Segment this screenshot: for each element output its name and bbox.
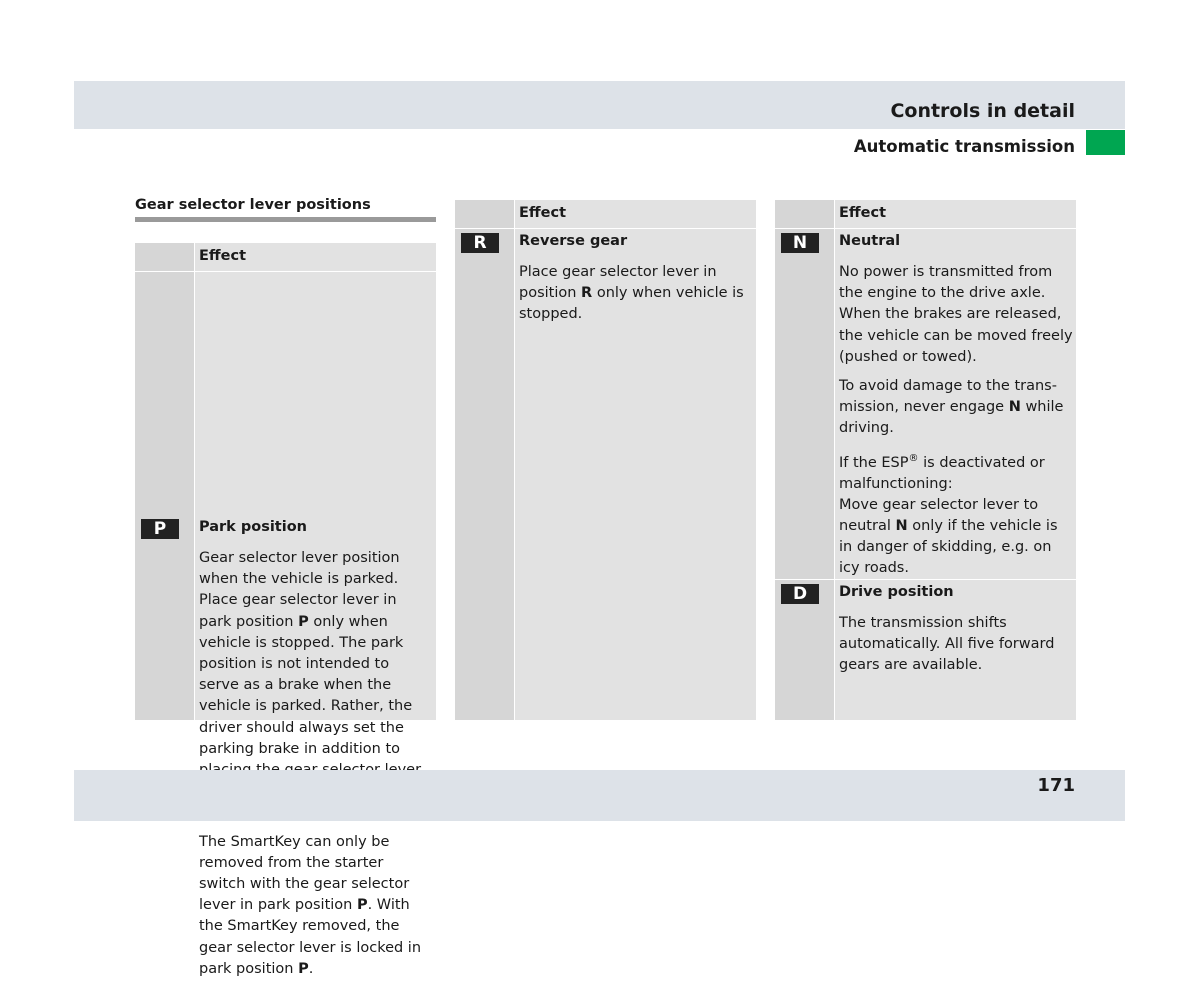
text-run: If the ESP bbox=[839, 454, 909, 471]
text-run: Move gear selector lever to neutral bbox=[839, 496, 1039, 535]
gear-description bbox=[839, 613, 1073, 685]
table-header bbox=[135, 243, 436, 272]
description-paragraph bbox=[199, 832, 433, 980]
gear-description bbox=[839, 262, 1073, 588]
description-paragraph bbox=[839, 262, 1073, 368]
registered-mark: ® bbox=[908, 452, 919, 464]
gear-letter: R bbox=[581, 285, 593, 302]
gear-entry bbox=[775, 229, 1076, 579]
text-run: while driving. bbox=[839, 399, 1064, 437]
text-run: only if the vehicle is in danger of skidding, e.g. on icy roads. bbox=[839, 518, 1058, 577]
section-title: Automatic transmission bbox=[853, 137, 1075, 156]
gear-title: Neutral bbox=[839, 233, 901, 249]
gear-description bbox=[199, 548, 433, 988]
effect-header: Effect bbox=[839, 205, 887, 221]
gear-entry bbox=[775, 580, 1076, 720]
gear-table-reverse bbox=[455, 200, 756, 720]
text-run: The SmartKey can only be removed from the starter switch with the gear selector lever in park position bbox=[199, 833, 410, 914]
effect-header: Effect bbox=[519, 205, 567, 221]
text-run: Place gear selector lever in position bbox=[519, 264, 717, 302]
text-run: only when vehicle is stopped. bbox=[519, 285, 744, 323]
text-run: is deactivated or malfunctioning: bbox=[839, 454, 1045, 492]
table-header bbox=[775, 200, 1076, 229]
footer-band bbox=[74, 770, 1125, 821]
gear-table-park bbox=[135, 243, 436, 977]
gear-letter: N bbox=[1008, 399, 1021, 416]
section-heading: Gear selector lever positions bbox=[135, 197, 371, 213]
table-header bbox=[455, 200, 756, 229]
gear-title: Drive position bbox=[839, 584, 954, 600]
text-run: . With the SmartKey removed, the gear selector lever is locked in park position bbox=[199, 897, 422, 977]
section-heading-rule bbox=[135, 217, 436, 222]
gear-title: Reverse gear bbox=[519, 233, 628, 249]
chapter-title: Controls in detail bbox=[890, 100, 1075, 122]
effect-header: Effect bbox=[199, 248, 247, 264]
gear-letter: P bbox=[298, 613, 309, 630]
gear-title: Park position bbox=[199, 519, 307, 535]
text-run: . bbox=[308, 960, 314, 977]
gear-symbol-d: D bbox=[781, 584, 819, 604]
text-run: only when vehicle is stopped. The park position is not intended to serve as a brake when the vehicle is parked. Rather, the driver should always set the parking brake in addition to bbox=[199, 613, 413, 757]
page-number: 171 bbox=[1037, 775, 1075, 796]
gear-table-neutral-drive bbox=[775, 200, 1076, 720]
section-tab-marker bbox=[1086, 130, 1125, 155]
description-paragraph bbox=[839, 448, 1073, 580]
text-run: No power is transmitted from the engine to the drive axle. When the brakes are released, the vehicle can be moved freely (pushed or towed). bbox=[839, 264, 1073, 365]
description-paragraph bbox=[839, 376, 1073, 440]
gear-symbol-n: N bbox=[781, 233, 819, 253]
gear-letter: N bbox=[895, 518, 908, 535]
gear-letter: P bbox=[298, 960, 309, 977]
text-run: Gear selector lever position when the vehicle is parked. Place gear selector lever in park position bbox=[199, 550, 400, 630]
text-run: The transmission shifts automatically. All five forward gears are available. bbox=[839, 615, 1055, 674]
gear-symbol-r: R bbox=[461, 233, 499, 253]
text-run: To avoid damage to the trans- mission, never engage bbox=[839, 378, 1057, 416]
description-paragraph bbox=[839, 613, 1073, 677]
gear-description bbox=[519, 262, 753, 334]
gear-letter: P bbox=[356, 897, 368, 914]
gear-entry bbox=[135, 515, 436, 977]
gear-symbol-p: P bbox=[141, 519, 179, 539]
description-paragraph bbox=[519, 262, 753, 326]
gear-entry bbox=[455, 229, 756, 720]
